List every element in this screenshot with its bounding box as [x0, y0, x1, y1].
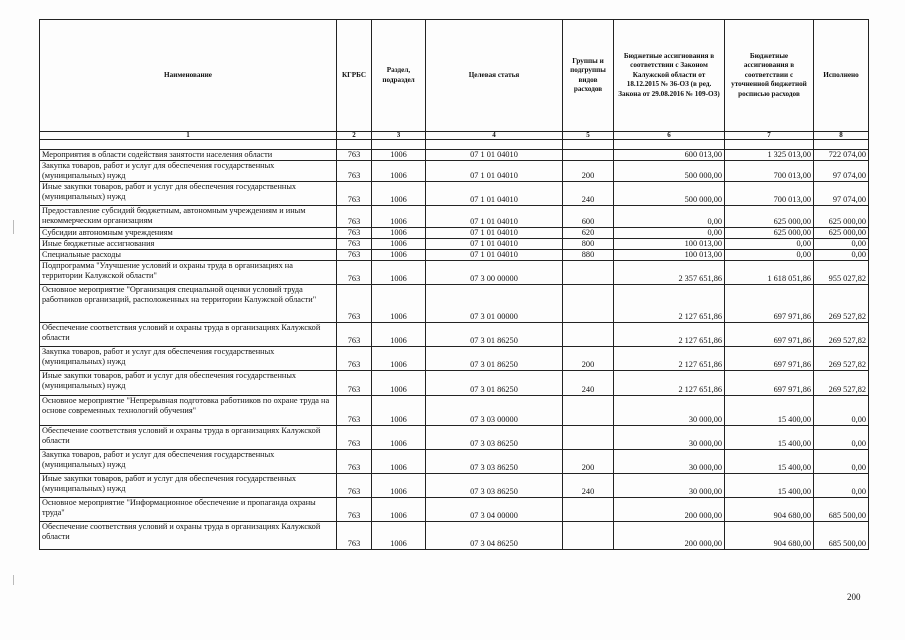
table-row	[40, 450, 869, 474]
row-group: 200	[563, 161, 614, 182]
row-section: 1006	[372, 182, 426, 206]
row-group	[563, 323, 614, 347]
row-budget-refined: 697 971,86	[725, 371, 814, 396]
row-section: 1006	[372, 474, 426, 498]
table-row	[40, 239, 869, 250]
header-executed: Исполнено	[814, 20, 869, 132]
table-row	[40, 522, 869, 550]
row-name: Обеспечение соответствия условий и охраны труда в организациях Калужской области	[40, 323, 337, 347]
column-number: 7	[725, 132, 814, 140]
row-executed: 97 074,00	[814, 161, 869, 182]
row-target: 07 3 03 86250	[426, 474, 563, 498]
row-name: Обеспечение соответствия условий и охраны труда в организациях Калужской области	[40, 522, 337, 550]
row-section: 1006	[372, 426, 426, 450]
row-target: 07 1 01 04010	[426, 206, 563, 228]
row-target: 07 3 03 86250	[426, 426, 563, 450]
row-executed: 0,00	[814, 474, 869, 498]
row-budget-law: 100 013,00	[614, 239, 725, 250]
header-row	[40, 20, 869, 132]
row-kgrbs: 763	[337, 347, 372, 371]
row-group: 240	[563, 371, 614, 396]
header-groups: Группы и подгруппы видов расходов	[563, 20, 614, 132]
row-group: 240	[563, 474, 614, 498]
row-budget-law: 2 127 651,86	[614, 347, 725, 371]
table-row	[40, 150, 869, 161]
row-target: 07 3 01 86250	[426, 371, 563, 396]
row-executed: 269 527,82	[814, 347, 869, 371]
row-target: 07 3 01 86250	[426, 347, 563, 371]
row-budget-law: 30 000,00	[614, 396, 725, 426]
row-name: Подпрограмма "Улучшение условий и охраны труда в организациях на территории Калужской области"	[40, 261, 337, 285]
row-kgrbs: 763	[337, 426, 372, 450]
row-target: 07 3 03 86250	[426, 450, 563, 474]
column-number: 1	[40, 132, 337, 140]
table-row	[40, 206, 869, 228]
row-section: 1006	[372, 250, 426, 261]
row-group: 200	[563, 347, 614, 371]
row-budget-law: 600 013,00	[614, 150, 725, 161]
table-row	[40, 396, 869, 426]
row-target: 07 1 01 04010	[426, 161, 563, 182]
table-row	[40, 474, 869, 498]
row-target: 07 3 01 86250	[426, 323, 563, 347]
table-row	[40, 182, 869, 206]
table-row	[40, 347, 869, 371]
row-budget-refined: 700 013,00	[725, 182, 814, 206]
row-budget-law: 500 000,00	[614, 161, 725, 182]
row-budget-refined: 904 680,00	[725, 522, 814, 550]
page-number: 200	[847, 592, 861, 602]
table-row	[40, 498, 869, 522]
row-group: 880	[563, 250, 614, 261]
row-executed: 955 027,82	[814, 261, 869, 285]
row-section: 1006	[372, 498, 426, 522]
row-name: Иные бюджетные ассигнования	[40, 239, 337, 250]
row-budget-refined: 625 000,00	[725, 228, 814, 239]
row-budget-refined: 697 971,86	[725, 285, 814, 323]
row-budget-law: 2 127 651,86	[614, 371, 725, 396]
row-budget-refined: 15 400,00	[725, 450, 814, 474]
row-budget-law: 2 127 651,86	[614, 285, 725, 323]
row-budget-law: 30 000,00	[614, 426, 725, 450]
row-executed: 0,00	[814, 450, 869, 474]
row-budget-refined: 625 000,00	[725, 206, 814, 228]
table-row	[40, 261, 869, 285]
row-target: 07 3 04 00000	[426, 498, 563, 522]
row-name: Закупка товаров, работ и услуг для обеспечения государственных (муниципальных) нужд	[40, 161, 337, 182]
row-target: 07 1 01 04010	[426, 228, 563, 239]
row-target: 07 3 04 86250	[426, 522, 563, 550]
row-budget-law: 100 013,00	[614, 250, 725, 261]
row-executed: 685 500,00	[814, 498, 869, 522]
row-section: 1006	[372, 347, 426, 371]
row-target: 07 1 01 04010	[426, 150, 563, 161]
row-executed: 269 527,82	[814, 371, 869, 396]
header-budget-refined: Бюджетные ассигнования в соответствии с уточненной бюджетной росписью расходов	[725, 20, 814, 132]
row-target: 07 1 01 04010	[426, 182, 563, 206]
row-section: 1006	[372, 522, 426, 550]
row-kgrbs: 763	[337, 396, 372, 426]
table-row	[40, 250, 869, 261]
row-target: 07 3 03 00000	[426, 396, 563, 426]
row-budget-law: 0,00	[614, 206, 725, 228]
column-number: 6	[614, 132, 725, 140]
budget-table	[39, 19, 869, 550]
row-group	[563, 498, 614, 522]
row-name: Основное мероприятие "Информационное обеспечение и пропаганда охраны труда"	[40, 498, 337, 522]
row-kgrbs: 763	[337, 474, 372, 498]
binding-mark	[13, 575, 14, 585]
row-kgrbs: 763	[337, 228, 372, 239]
row-kgrbs: 763	[337, 285, 372, 323]
column-number: 3	[372, 132, 426, 140]
row-executed: 625 000,00	[814, 228, 869, 239]
header-kgrbs: КГРБС	[337, 20, 372, 132]
row-name: Обеспечение соответствия условий и охраны труда в организациях Калужской области	[40, 426, 337, 450]
table-row	[40, 161, 869, 182]
row-section: 1006	[372, 228, 426, 239]
header-target: Целевая статья	[426, 20, 563, 132]
row-name: Закупка товаров, работ и услуг для обеспечения государственных (муниципальных) нужд	[40, 347, 337, 371]
row-executed: 685 500,00	[814, 522, 869, 550]
table-row	[40, 371, 869, 396]
column-number: 5	[563, 132, 614, 140]
row-kgrbs: 763	[337, 450, 372, 474]
row-group	[563, 426, 614, 450]
row-name: Субсидии автономным учреждениям	[40, 228, 337, 239]
row-executed: 0,00	[814, 426, 869, 450]
row-section: 1006	[372, 396, 426, 426]
row-budget-law: 30 000,00	[614, 474, 725, 498]
row-budget-refined: 1 325 013,00	[725, 150, 814, 161]
row-name: Мероприятия в области содействия занятости населения области	[40, 150, 337, 161]
row-kgrbs: 763	[337, 150, 372, 161]
row-section: 1006	[372, 450, 426, 474]
row-target: 07 1 01 04010	[426, 239, 563, 250]
row-budget-law: 200 000,00	[614, 498, 725, 522]
row-executed: 97 074,00	[814, 182, 869, 206]
table-row	[40, 285, 869, 323]
row-kgrbs: 763	[337, 323, 372, 347]
column-number-row	[40, 132, 869, 140]
row-section: 1006	[372, 261, 426, 285]
row-budget-refined: 15 400,00	[725, 474, 814, 498]
row-executed: 625 000,00	[814, 206, 869, 228]
header-budget-law: Бюджетные ассигнования в соответствии с Законом Калужской области от 18.12.2015 № 36-ОЗ (в ред. Закона от 29.08.2016 № 109-ОЗ)	[614, 20, 725, 132]
row-executed: 0,00	[814, 250, 869, 261]
row-executed: 0,00	[814, 396, 869, 426]
row-budget-refined: 15 400,00	[725, 426, 814, 450]
header-section: Раздел, подраздел	[372, 20, 426, 132]
row-name: Иные закупки товаров, работ и услуг для обеспечения государственных (муниципальных) нужд	[40, 182, 337, 206]
row-kgrbs: 763	[337, 498, 372, 522]
row-budget-refined: 700 013,00	[725, 161, 814, 182]
table-row	[40, 228, 869, 239]
row-name: Закупка товаров, работ и услуг для обеспечения государственных (муниципальных) нужд	[40, 450, 337, 474]
row-budget-refined: 697 971,86	[725, 323, 814, 347]
row-kgrbs: 763	[337, 161, 372, 182]
row-kgrbs: 763	[337, 250, 372, 261]
row-kgrbs: 763	[337, 522, 372, 550]
row-budget-law: 2 127 651,86	[614, 323, 725, 347]
row-group	[563, 261, 614, 285]
row-name: Предоставление субсидий бюджетным, автономным учреждениям и иным некоммерческим организациям	[40, 206, 337, 228]
row-name: Основное мероприятие "Непрерывная подготовка работников по охране труда на основе современных технологий обучения"	[40, 396, 337, 426]
row-executed: 269 527,82	[814, 323, 869, 347]
column-number: 4	[426, 132, 563, 140]
row-budget-refined: 697 971,86	[725, 347, 814, 371]
row-section: 1006	[372, 150, 426, 161]
row-group	[563, 396, 614, 426]
row-group: 200	[563, 450, 614, 474]
row-kgrbs: 763	[337, 261, 372, 285]
row-budget-refined: 0,00	[725, 239, 814, 250]
row-group	[563, 150, 614, 161]
row-target: 07 3 00 00000	[426, 261, 563, 285]
row-budget-refined: 15 400,00	[725, 396, 814, 426]
row-group: 240	[563, 182, 614, 206]
row-budget-law: 500 000,00	[614, 182, 725, 206]
row-target: 07 1 01 04010	[426, 250, 563, 261]
row-group: 800	[563, 239, 614, 250]
row-section: 1006	[372, 323, 426, 347]
row-budget-refined: 1 618 051,86	[725, 261, 814, 285]
binding-mark	[13, 220, 14, 234]
row-name: Иные закупки товаров, работ и услуг для обеспечения государственных (муниципальных) нужд	[40, 371, 337, 396]
table-body	[40, 140, 869, 550]
column-number: 2	[337, 132, 372, 140]
row-section: 1006	[372, 285, 426, 323]
header-name: Наименование	[40, 20, 337, 132]
row-budget-law: 200 000,00	[614, 522, 725, 550]
row-name: Основное мероприятие "Организация специальной оценки условий труда работников организаций, расположенных на территории Калужской области"	[40, 285, 337, 323]
row-kgrbs: 763	[337, 371, 372, 396]
row-executed: 269 527,82	[814, 285, 869, 323]
row-budget-law: 0,00	[614, 228, 725, 239]
row-group	[563, 285, 614, 323]
row-kgrbs: 763	[337, 239, 372, 250]
column-number: 8	[814, 132, 869, 140]
row-group: 620	[563, 228, 614, 239]
row-group	[563, 522, 614, 550]
row-section: 1006	[372, 161, 426, 182]
row-budget-law: 30 000,00	[614, 450, 725, 474]
row-section: 1006	[372, 239, 426, 250]
row-target: 07 3 01 00000	[426, 285, 563, 323]
row-executed: 722 074,00	[814, 150, 869, 161]
row-name: Иные закупки товаров, работ и услуг для обеспечения государственных (муниципальных) нужд	[40, 474, 337, 498]
row-group: 600	[563, 206, 614, 228]
row-executed: 0,00	[814, 239, 869, 250]
table-row	[40, 426, 869, 450]
row-budget-refined: 904 680,00	[725, 498, 814, 522]
row-kgrbs: 763	[337, 206, 372, 228]
row-kgrbs: 763	[337, 182, 372, 206]
spacer-row	[40, 140, 869, 150]
table-row	[40, 323, 869, 347]
row-section: 1006	[372, 206, 426, 228]
row-budget-law: 2 357 651,86	[614, 261, 725, 285]
row-section: 1006	[372, 371, 426, 396]
row-budget-refined: 0,00	[725, 250, 814, 261]
row-name: Специальные расходы	[40, 250, 337, 261]
